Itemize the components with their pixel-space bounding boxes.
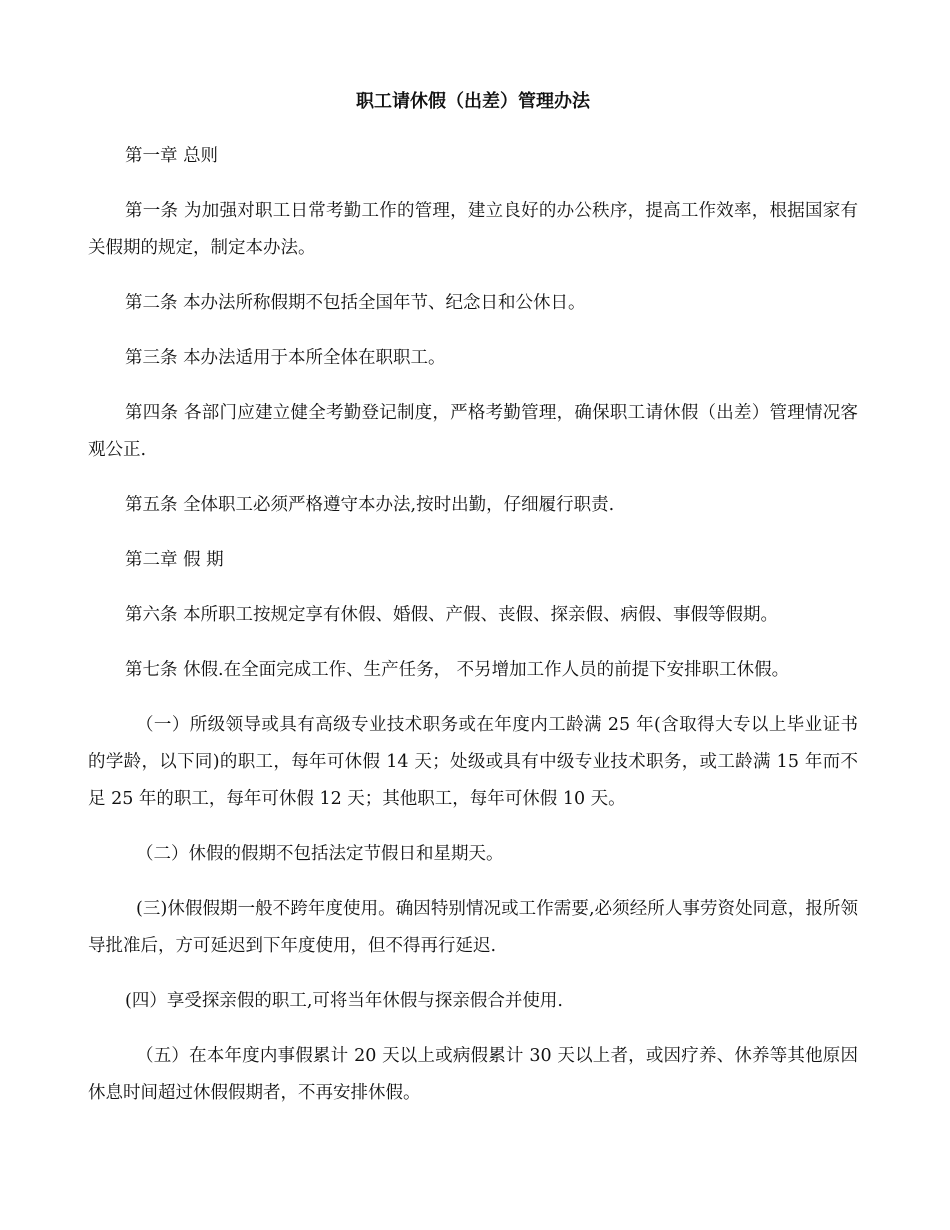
article-7: 第七条 休假.在全面完成工作、生产任务， 不另增加工作人员的前提下安排职工休假。 (125, 660, 790, 680)
chapter-2-heading: 第二章 假 期 (125, 550, 224, 570)
article-7-clause-2: （二）休假的假期不包括法定节假日和星期天。 (136, 844, 504, 864)
article-7-clause-3: (三)休假假期一般不跨年度使用。确因特别情况或工作需要,必须经所人事劳资处同意，报所领导批准后，方可延迟到下年度使用，但不得再行延迟. (88, 899, 858, 956)
article-3: 第三条 本办法适用于本所全体在职职工。 (125, 348, 446, 368)
article-7-clause-5: （五）在本年度内事假累计 20 天以上或病假累计 30 天以上者，或因疗养、休养等其他原因休息时间超过休假假期者，不再安排休假。 (88, 1046, 858, 1103)
article-2: 第二条 本办法所称假期不包括全国年节、纪念日和公休日。 (125, 293, 586, 313)
article-7-clause-1: （一）所级领导或具有高级专业技术职务或在年度内工龄满 25 年(含取得大专以上毕业证书的学龄，以下同)的职工，每年可休假 14 天；处级或具有中级专业技术职务，或工龄满 15 年而不足 25 年的职工，每年可休假 12 天；其他职工，每年可休假 10 天。 (88, 715, 858, 809)
article-7-clause-4: (四）享受探亲假的职工,可将当年休假与探亲假合并使用. (125, 991, 563, 1011)
article-4: 第四条 各部门应建立健全考勤登记制度，严格考勤管理，确保职工请休假（出差）管理情况客观公正. (88, 403, 858, 460)
article-6: 第六条 本所职工按规定享有休假、婚假、产假、丧假、探亲假、病假、事假等假期。 (125, 605, 779, 625)
document-page (88, 84, 858, 1130)
article-5: 第五条 全体职工必须严格遵守本办法,按时出勤，仔细履行职责. (125, 495, 615, 515)
chapter-1-heading: 第一章 总则 (125, 146, 219, 166)
document-title: 职工请休假（出差）管理办法 (356, 91, 590, 112)
article-1: 第一条 为加强对职工日常考勤工作的管理，建立良好的办公秩序，提高工作效率，根据国家有关假期的规定，制定本办法。 (88, 201, 858, 258)
